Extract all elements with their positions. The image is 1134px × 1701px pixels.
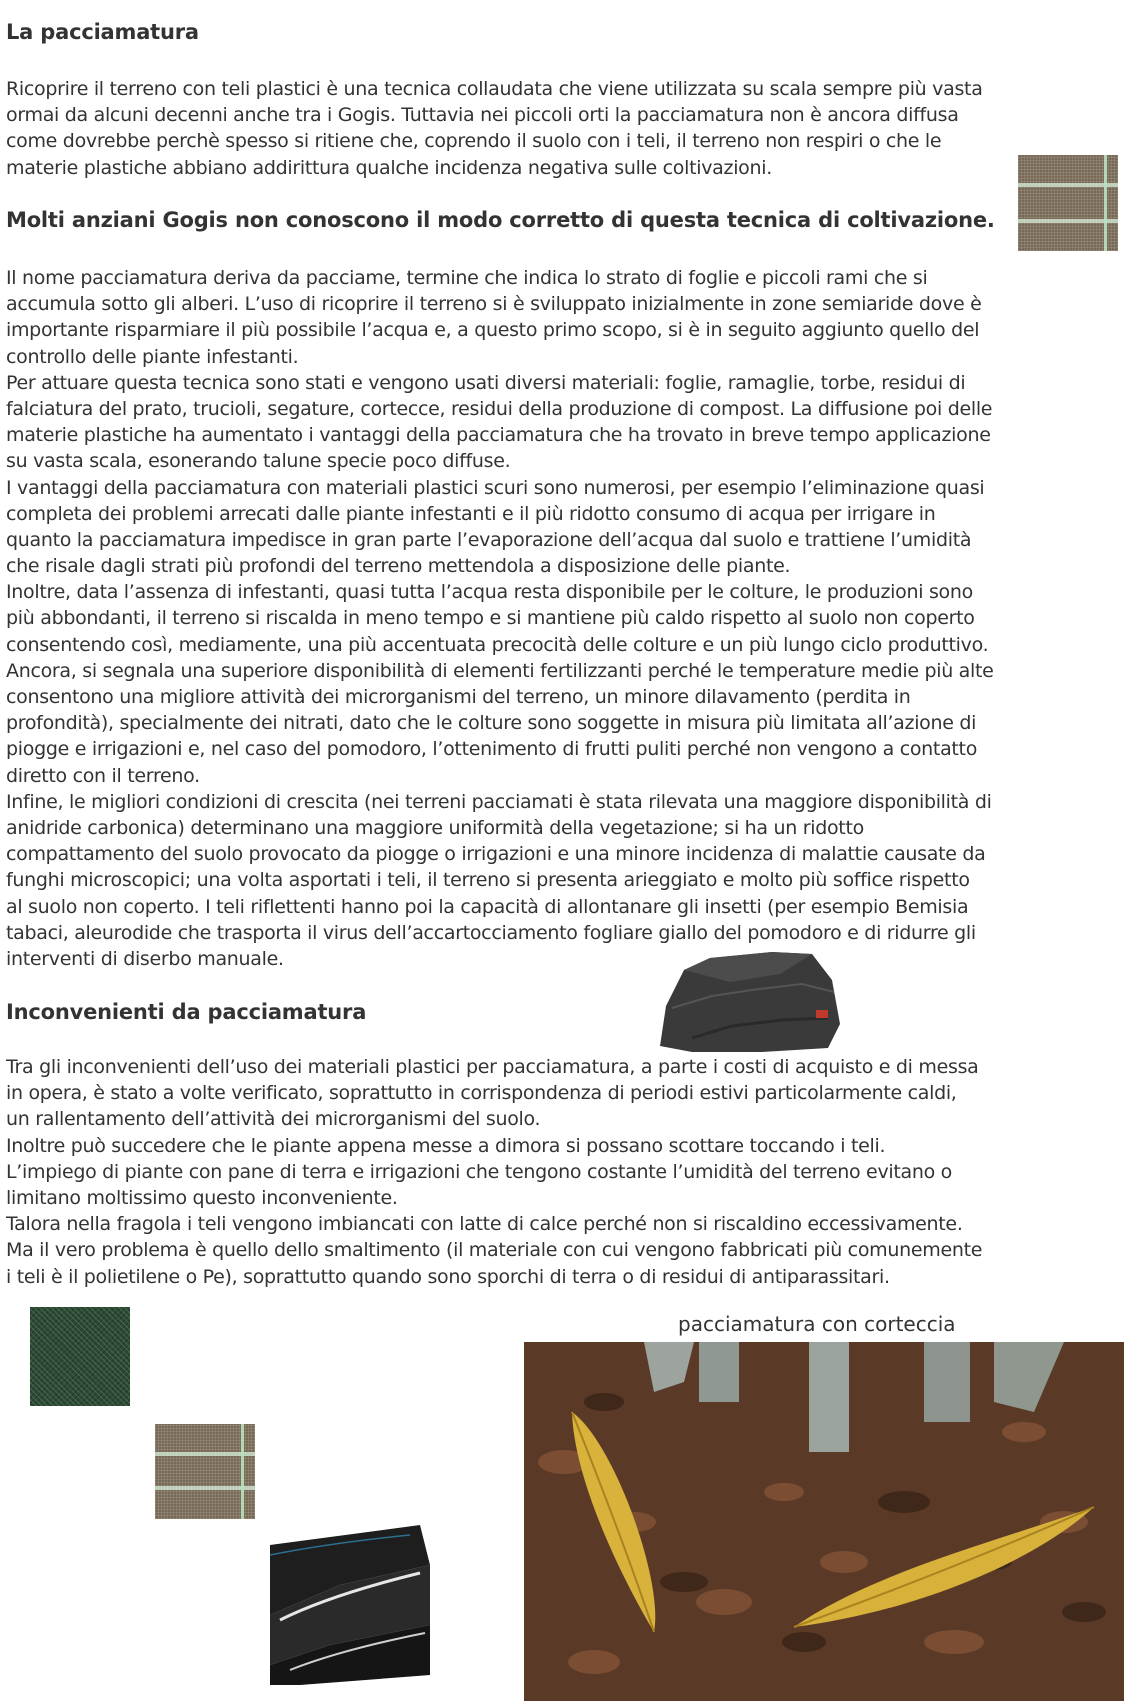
text-line: Ancora, si segnala una superiore disponibilità di elementi fertilizzanti perché le temperature medie più alte <box>6 659 994 682</box>
text-line: in opera, è stato a volte verificato, soprattutto in corrispondenza di periodi estivi particolarmente caldi, <box>6 1082 957 1105</box>
text-line: piogge e irrigazioni e, nel caso del pomodoro, l’ottenimento di frutti puliti perché non vengono a contatto <box>6 738 978 761</box>
text-line: Ma il vero problema è quello dello smaltimento (il materiale con cui vengono fabbricati più comunemente <box>6 1239 983 1262</box>
text-line: diretto con il terreno. <box>6 764 200 787</box>
text-line: Il nome pacciamatura deriva da pacciame, termine che indica lo strato di foglie e piccoli rami che si <box>6 267 928 289</box>
text-line: Inoltre, data l’assenza di infestanti, quasi tutta l’acqua resta disponibile per le colture, le produzioni sono <box>6 581 973 604</box>
black-sheet-image <box>652 948 846 1054</box>
text-line: i teli è il polietilene o Pe), soprattutto quando sono sporchi di terra o di residui di antiparassitari. <box>6 1265 890 1288</box>
text-line: accumula sotto gli alberi. L’uso di ricoprire il terreno si è sviluppato inizialmente in zone semiaride dove è <box>6 293 982 316</box>
text-line: Talora nella fragola i teli vengono imbiancati con latte di calce perché non si riscaldino eccessivamente. <box>6 1213 963 1236</box>
text-line: quanto la pacciamatura impedisce in gran parte l’evaporazione dell’acqua dal suolo e trattiene l’umidità <box>6 528 972 551</box>
text-line: profondità), specialmente dei nitrati, dato che le colture sono soggette in misura più limitata all’azione di <box>6 712 977 735</box>
text-line: compattamento del suolo provocato da piogge o irrigazioni e una minore incidenza di malattie causate da <box>6 843 986 866</box>
text-line: Infine, le migliori condizioni di crescita (nei terreni pacciamati è stata rilevata una maggiore disponibilità di <box>6 790 992 813</box>
text-line: materie plastiche abbiano addirittura qualche incidenza negativa sulle coltivazioni. <box>6 156 772 179</box>
text-line: limitano moltissimo questo inconveniente. <box>6 1186 398 1209</box>
intro-paragraph <box>6 76 983 181</box>
bark-photo-caption: pacciamatura con corteccia <box>678 1312 956 1336</box>
text-line: funghi microscopici; una volta asportati i teli, il terreno si presenta arieggiato e molto più soffice rispetto <box>6 869 970 892</box>
text-line: Per attuare questa tecnica sono stati e vengono usati diversi materiali: foglie, ramaglie, torbe, residui di <box>6 371 966 394</box>
text-line: tabaci, aleurodide che trasporta il virus dell’accartocciamento fogliare giallo del pomodoro e di ridurre gli <box>6 921 976 944</box>
text-line: materie plastiche ha aumentato i vantaggi della pacciamatura che ha trovato in breve tempo applicazione <box>6 424 991 447</box>
text-line: importante risparmiare il più possibile l’acqua e, a questo primo scopo, si è in seguito aggiunto quello del <box>6 319 980 342</box>
text-line: più abbondanti, il terreno si riscalda in meno tempo e si mantiene più caldo rispetto al suolo non coperto <box>6 607 975 630</box>
text-line: Inoltre può succedere che le piante appena messe a dimora si possano scottare toccando i teli. <box>6 1134 886 1157</box>
text-line: falciatura del prato, trucioli, segature, cortecce, residui della produzione di compost. La diffusione poi delle <box>6 397 993 420</box>
inconvenienti-paragraph <box>6 1054 982 1290</box>
text-line: al suolo non coperto. I teli riflettenti hanno poi la capacità di allontanare gli insetti (per esempio Bemisia <box>6 895 969 918</box>
text-line: su vasta scala, esonerando talune specie poco diffuse. <box>6 450 511 473</box>
text-line: Ricoprire il terreno con teli plastici è una tecnica collaudata che viene utilizzata su scala sempre più vasta <box>6 78 983 100</box>
text-line: come dovrebbe perchè spesso si ritiene che, coprendo il suolo con i teli, il terreno non respiri o che le <box>6 130 942 153</box>
text-line: un rallentamento dell’attività dei microrganismi del suolo. <box>6 1108 541 1131</box>
text-line: controllo delle piante infestanti. <box>6 345 299 368</box>
black-film-image <box>270 1525 430 1685</box>
page-title: La pacciamatura <box>6 20 199 44</box>
text-line: L’impiego di piante con pane di terra e irrigazioni che tengono costante l’umidità del terreno evitano o <box>6 1160 952 1183</box>
text-line: consentendo così, mediamente, una più accentuata precocità delle colture e un più lungo ciclo produttivo. <box>6 633 989 656</box>
text-line: anidride carbonica) determinano una maggiore uniformità della vegetazione; si ha un ridotto <box>6 816 864 839</box>
body-paragraph <box>6 265 994 972</box>
section-heading-inconvenienti: Inconvenienti da pacciamatura <box>6 1000 367 1024</box>
text-line: Tra gli inconvenienti dell’uso dei materiali plastici per pacciamatura, a parte i costi di acquisto e di messa <box>6 1056 979 1078</box>
green-fabric-image <box>30 1307 130 1406</box>
bark-mulch-photo <box>524 1342 1124 1701</box>
text-line: consentono una migliore attività dei microrganismi del terreno, un minore dilavamento (perdita in <box>6 686 911 708</box>
subtitle: Molti anziani Gogis non conoscono il modo corretto di questa tecnica di coltivazione. <box>6 208 995 232</box>
text-line: ormai da alcuni decenni anche tra i Gogis. Tuttavia nei piccoli orti la pacciamatura non è ancora diffusa <box>6 104 959 127</box>
text-line: I vantaggi della pacciamatura con materiali plastici scuri sono numerosi, per esempio l’eliminazione quasi <box>6 476 985 499</box>
beige-fabric-image-2 <box>155 1424 255 1519</box>
beige-fabric-image <box>1018 155 1118 251</box>
text-line: che risale dagli strati più profondi del terreno mettendola a disposizione delle piante. <box>6 555 791 578</box>
text-line: completa dei problemi arrecati dalle piante infestanti e il più ridotto consumo di acqua per irrigare in <box>6 502 936 525</box>
text-line: interventi di diserbo manuale. <box>6 947 284 970</box>
